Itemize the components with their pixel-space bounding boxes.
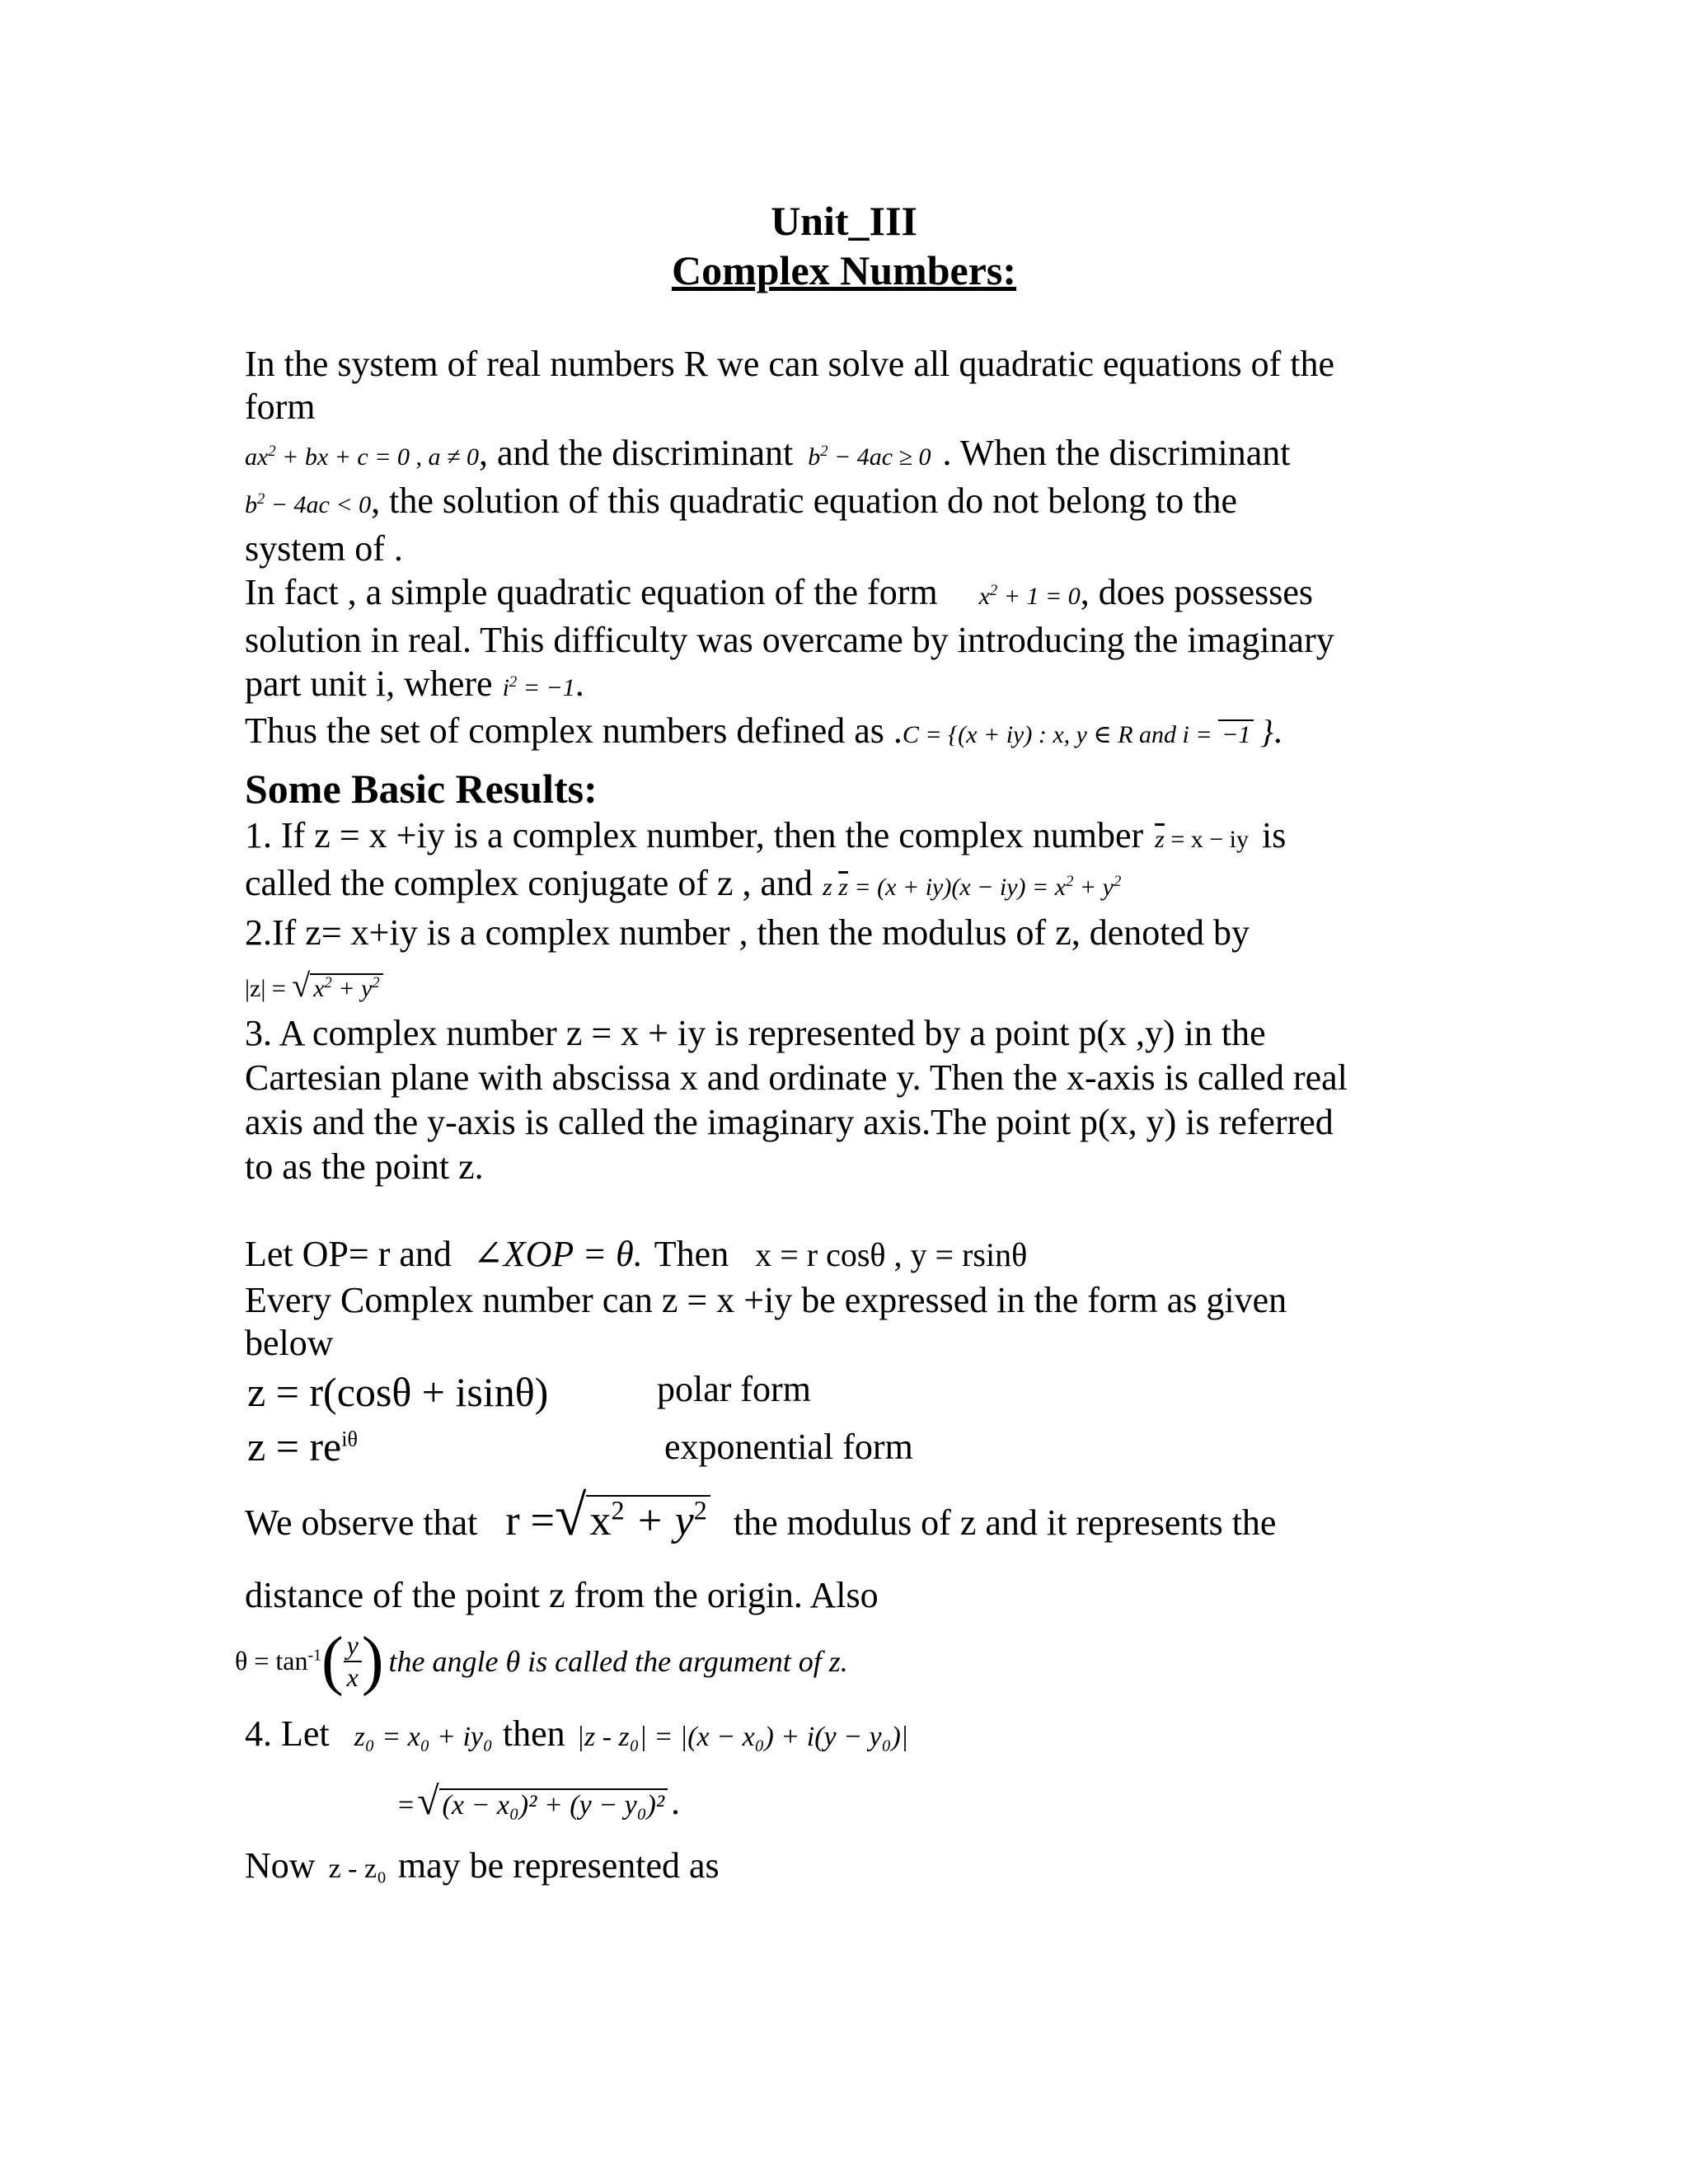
intro-line-9: Thus the set of complex numbers defined as .C = {(x + iy) : x, y ∈ R and i = −1 }. xyxy=(245,710,1282,751)
conjugate-equation: $\overline{z} = x$ − iy xyxy=(1155,826,1250,853)
basic-results-heading: Some Basic Results: xyxy=(245,766,598,812)
polar-form-label: polar form xyxy=(657,1369,811,1409)
result-4-line-3: Now z - z₀ may be represented as xyxy=(245,1845,720,1886)
polar-form-equation: z = r(cosθ + isinθ) xyxy=(247,1369,549,1415)
imaginary-unit-equation: $i^2 = -1$ xyxy=(502,673,575,701)
negative-discriminant: $b^2 - 4ac < 0$ xyxy=(245,490,372,518)
quadratic-equation: $ax^2$ + bx + c = 0 , a ≠ 0 xyxy=(245,443,479,471)
polar-line-2: Every Complex number can z = x +iy be expressed in the form as given xyxy=(245,1280,1287,1320)
intro-line-2: form xyxy=(245,387,316,427)
result-3-line-2: Cartesian plane with abscissa x and ordinate y. Then the x-axis is called real xyxy=(245,1057,1348,1098)
result-3-line-4: to as the point z. xyxy=(245,1146,484,1187)
intro-line-8: part unit i, where $i^2 = -1$. xyxy=(245,663,584,704)
distance-sqrt: (x − x₀)² + (y − y₀)² xyxy=(439,1788,668,1821)
observe-line-1: We observe that $r =√x^2 + y^2$ the modulus of z and it represents the xyxy=(245,1484,1277,1548)
observe-line-2: distance of the point z from the origin. Also xyxy=(245,1575,879,1615)
argument-equation: $\theta = \tan^{-1}$ ( $\frac{y}{x}$ ) the angle θ is called the argument of z. xyxy=(235,1624,848,1697)
result-1-line-1: 1. If z = x +iy is a complex number, then the complex number $\overline{z} = x$ − iy is xyxy=(245,815,1287,855)
topic-title: Complex Numbers: xyxy=(671,247,1017,293)
result-4-line-2: = √ (x − x₀)² + (y − y₀)² . xyxy=(398,1779,681,1823)
modulus-equation: |z| = √ $x^2 + y^2$ xyxy=(245,966,383,1005)
intro-line-4: $b^2 - 4ac < 0$, the solution of this quadratic equation do not belong to the xyxy=(245,480,1238,521)
result-3-line-3: axis and the y-axis is called the imaginary axis.The point p(x, y) is referred xyxy=(245,1102,1334,1142)
result-2-line-1: 2.If z= x+iy is a complex number , then the modulus of z, denoted by xyxy=(245,912,1250,953)
unit-title: Unit_III xyxy=(771,198,917,244)
angle-equation: ∠XOP = θ. xyxy=(472,1234,643,1274)
discriminant-equation: $b^2 - 4ac \ge 0$ xyxy=(808,443,931,471)
simple-equation: $x^2 + 1 = 0$ xyxy=(978,582,1081,610)
z0-definition: z₀ = x₀ + iy₀ xyxy=(354,1722,493,1752)
result-1-line-2: called the complex conjugate of z , and z $\overline{z} = (x + iy)(x - iy) = x^2 + y^2$ xyxy=(245,863,1122,903)
intro-line-7: solution in real. This difficulty was overcame by introducing the imaginary xyxy=(245,620,1334,660)
modulus-r-equation: $r =√x^2 + y^2$ xyxy=(505,1497,710,1544)
exponential-form-equation: $z = re^{i\theta}$ xyxy=(247,1423,358,1469)
polar-line-3: below xyxy=(245,1323,334,1363)
polar-line-1: Let OP= r and ∠XOP = θ. Then x = r cosθ , y = rsinθ xyxy=(245,1234,1028,1274)
exponential-form-label: exponential form xyxy=(664,1427,913,1467)
distance-equation: |z - z₀| = |(x − x₀) + i(y − y₀)| xyxy=(576,1722,909,1752)
intro-line-3: $ax^2$ + bx + c = 0 , a ≠ 0, and the discriminant $b^2 - 4ac \ge 0$ . When the discriminant xyxy=(245,433,1291,473)
intro-line-6: In fact , a simple quadratic equation of the form $x^2 + 1 = 0$, does possesses xyxy=(245,572,1314,612)
xy-polar-equation: x = r cosθ , y = rsinθ xyxy=(755,1236,1028,1273)
result-4-line-1: 4. Let z₀ = x₀ + iy₀ then |z - z₀| = |(x − x₀) + i(y − y₀)| xyxy=(245,1713,909,1754)
result-3-line-1: 3. A complex number z = x + iy is represented by a point p(x ,y) in the xyxy=(245,1013,1266,1053)
complex-set-definition: C = {(x + iy) : x, y ∈ R and i = −1 } xyxy=(902,713,1273,750)
intro-line-1: In the system of real numbers R we can solve all quadratic equations of the xyxy=(245,344,1335,384)
conjugate-product-equation: z $\overline{z} = (x + iy)(x - iy) = x^2 + y^2$ xyxy=(823,873,1122,901)
z-minus-z0: z - z₀ xyxy=(328,1854,387,1884)
intro-line-5: system of . xyxy=(245,528,403,569)
